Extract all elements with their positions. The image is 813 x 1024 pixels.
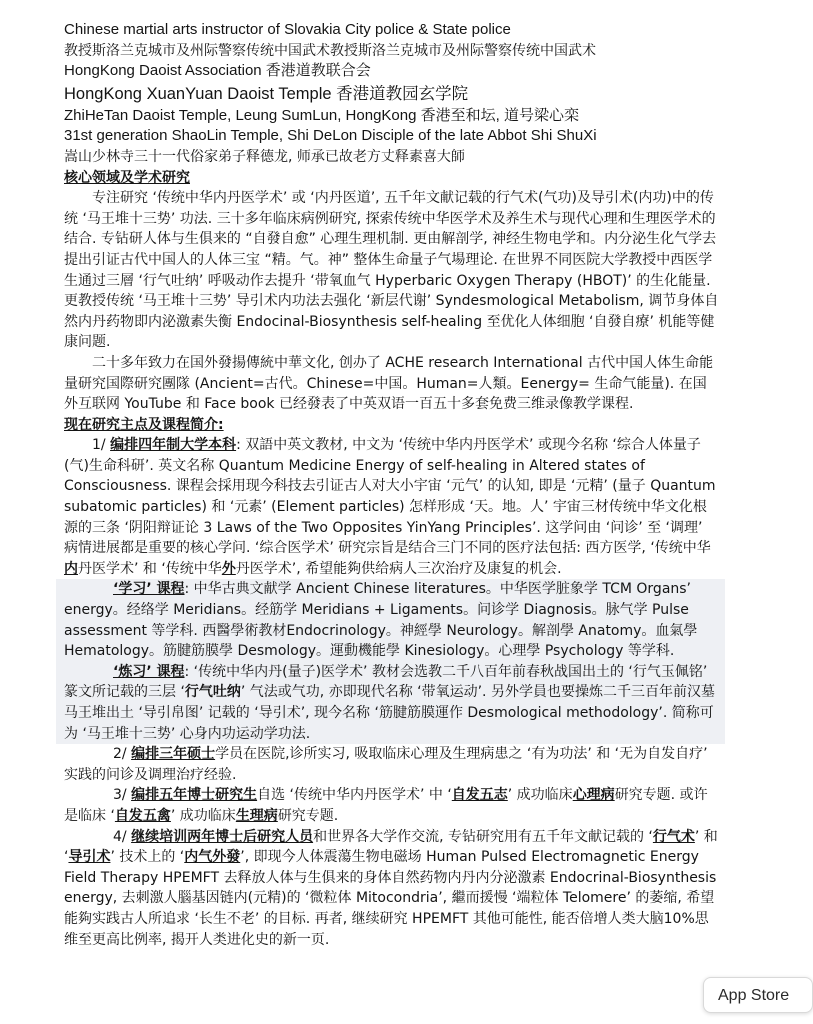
item-3-doctoral — [64, 785, 719, 826]
header-line-2: 教授斯洛兰克城市及州际警察传统中国武术教授斯洛兰克城市及州际警察传统中国武术 — [64, 42, 596, 59]
app-store-button[interactable]: App Store — [703, 977, 813, 1013]
paragraph-ache-research: 二十多年致力在国外發揚傳統中華文化, 创办了 ACHE research International 古代中国人体生命能量研究国際研究團隊 (Ancient=古代。Chinese=中国。Human=人類。Eenergy= 生命气能量). 在国外互联网 YouTube 和 Face book 已经發表了中英双语一百五十多套免费三维录像教学课程. — [64, 354, 714, 413]
item-4-bold-1: 行气术 — [652, 828, 695, 845]
item-3-text-a: 自选 ‘传统中华内丹医学术’ 中 ‘ — [257, 787, 452, 804]
item-3-text-d: 研究专题. 或许是临床 ‘ — [64, 787, 708, 824]
item-1-title: 编排四年制大学本科 — [110, 437, 237, 454]
highlighted-course-block — [56, 579, 725, 744]
item-3-text-e: ’ 成功临床 — [170, 807, 236, 824]
item-3-title: 编排五年博士研究生 — [131, 787, 258, 804]
item-4-text-d: ’ 技术上的 ‘ — [110, 849, 185, 866]
item-1-wai: 外 — [221, 560, 236, 577]
header-line-5: ZhiHeTan Daoist Temple, Leung SumLun, HongKong 香港至和坛, 道号梁心栾 — [64, 106, 579, 124]
item-3-bold-3: 自发五禽 — [114, 807, 171, 824]
item-1-text-a: : 双語中英文教材, 中文为 ‘传统中华内丹医学术’ 或现今名称 ‘综合人体量子(气)生命科研’. 英文名称 Quantum Medicine Energy of self-healing in Altered states of Consciousness. 课程会採用现今科技去引证古人对大小宇宙 ‘元气’ 的认知, 即是 ‘元精’ (量子 Quantum subatomic particles) 和 ‘元素’ (Element particles) 怎样形成 ‘天。地。人’ 宇宙三材传统中华文化根源的三条 ‘阴阳辩证论 3 Laws of the Two Opposites YinYang Principles’. 这学问由 ‘问诊’ 至 ‘调理’ 病情进展都是重要的核心学问. ‘综合医学术’ 研究宗旨是结合三门不同的医疗法包括: 西方医学, ‘传统中华 — [64, 437, 716, 557]
header-line-4: HongKong XuanYuan Daoist Temple 香港道教园玄学院 — [64, 84, 469, 103]
study-course-text: : 中华古典文献学 Ancient Chinese literatures。中华医学脏象学 TCM Organs’ energy。经络学 Meridians。经筋学 Meridians + Ligaments。问诊学 Diagnosis。脉气学 Pulse assessment 等学科. 西醫學術教材Endocrinology。神經學 Neurology。解剖學 Anatomy。血氣學 Hematology。筋腱筋膜學 Desmology。運動機能學 Kinesiology。心理學 Psychology 等学科. — [64, 581, 698, 660]
practice-course-text-a: : ‘传统中华内丹(量子)医学术’ 教材会选教二千八百年前春秋战国出土的 ‘行气玉佩铭’ 篆文所记载的三层 ‘ — [64, 663, 708, 701]
item-1-undergraduate — [64, 435, 719, 579]
item-3-number: 3/ — [113, 787, 132, 804]
header-line-6: 31st generation ShaoLin Temple, Shi DeLon Disciple of the late Abbot Shi ShuXi — [64, 127, 597, 145]
item-3-bold-1: 自发五志 — [451, 787, 508, 804]
item-2-number: 2/ — [113, 746, 132, 763]
header-line-1: Chinese martial arts instructor of Slovakia City police & State police — [64, 21, 511, 38]
practice-course — [64, 662, 719, 744]
item-3-text-f: 研究专题. — [277, 807, 339, 824]
item-4-bold-3: 内气外發 — [184, 849, 241, 866]
item-3-bold-2: 心理病 — [572, 787, 615, 804]
item-2-text: 学员在医院,诊所实习, 吸取临床心理及生理病患之 ‘有为功法’ 和 ‘无为自发自疗’ 实践的问诊及调理治疗经验. — [64, 746, 708, 783]
item-2-masters — [64, 744, 719, 785]
study-course-title: ‘学习’ 课程 — [113, 581, 185, 598]
section-heading-current-research: 现在研究主点及课程简介: — [64, 416, 224, 433]
item-1-number: 1/ — [92, 437, 111, 454]
header-line-7: 嵩山少林寺三十一代俗家弟子释德龙, 师承已故老方丈释素喜大師 — [64, 148, 465, 165]
item-1-text-c: 丹医学术’, 希望能夠供给病人三次治疗及康复的机会. — [235, 560, 562, 577]
section-heading-core-fields: 核心领域及学术研究 — [64, 169, 190, 186]
item-4-number: 4/ — [113, 828, 132, 845]
practice-course-title: ‘炼习’ 课程 — [113, 663, 185, 680]
paragraph-research-focus: 专注研究 ‘传统中华内丹医学术’ 或 ‘内丹医道’, 五千年文献记载的行气术(气功)及导引术(内功)中的传统 ‘马王堆十三势’ 功法. 三十多年临床病例研究, 探索传统中华医学术及养生术与现代心理和生理医学术的结合. 专钻研人体与生俱来的 “自發自愈” 心理生理机制. 更由解剖学, 神经生物电学和。内分泌生化气学去提出引证古代中国人的人体三宝 “精。气。神” 整体生命量子气場理论. 在世界不同医院大学教授中西医学生通过三層 ‘行气吐纳’ 呼吸动作去提升 ‘带氧血气 Hyperbaric Oxygen Therapy (HBOT)’ 的生化能量. 更教授传统 ‘马王堆十三势’ 导引术内功法去强化 ‘新层代谢’ Syndesmological Metabolism, 调节身体自然内丹药物即内泌激素失衡 Endocinal-Biosynthesis self-healing 至优化人体细胞 ‘自發自療’ 机能等健康问题. — [64, 190, 719, 351]
item-4-text-a: 和世界各大学作交流, 专钻研究用有五千年文献记载的 ‘ — [313, 828, 653, 845]
study-course — [64, 579, 719, 661]
item-1-text-b: 丹医学术’ 和 ‘传统中华 — [78, 560, 222, 577]
item-1-nei: 内 — [64, 560, 78, 577]
item-2-title: 编排三年硕士 — [131, 746, 216, 763]
header-line-3: HongKong Daoist Association 香港道教联合会 — [64, 62, 371, 80]
practice-course-bold: 行气吐纳 — [184, 684, 241, 701]
item-4-text-c: ’ 和 ‘ — [64, 828, 718, 866]
item-3-text-c: ’ 成功临床 — [507, 787, 573, 804]
item-4-bold-2: 导引术 — [68, 849, 111, 866]
item-3-bold-4: 生理病 — [235, 807, 278, 824]
item-4-postdoctoral — [64, 827, 719, 951]
item-4-text-e: ’, 即现今人体震蕩生物电磁场 Human Pulsed Electromagnetic Energy Field Therapy HPEMFT 去释放人体与生俱来的身体自然药物内丹内分泌激素 Endocrinal-Biosynthesis energy, 去刺激人腦基因链内(元精)的 ‘微粒体 Mitocondria’, 繼而援慢 ‘端粒体 Telomere’ 的萎缩, 希望能夠实践古人所追求 ‘长生不老’ 的目标. 再者, 继续研究 HPEMFT 其他可能性, 能否倍增人类大脑10%思维至更高比例率, 揭开人类进化史的新一页. — [64, 849, 717, 948]
practice-course-text-b: ’ 气法或气功, 亦即现代名称 ‘带氧运动’. 另外学員也要操炼二千三百年前汉墓马王堆出土 ‘导引帛图’ 记载的 ‘导引术’, 现今名称 ‘筋腱筋膜運作 Desmological methodology’. 简称可为 ‘马王堆十三势’ 心身内功运动学功法. — [64, 684, 715, 742]
document-body — [64, 20, 719, 950]
item-4-title: 继续培训两年博士后研究人员 — [131, 828, 314, 845]
